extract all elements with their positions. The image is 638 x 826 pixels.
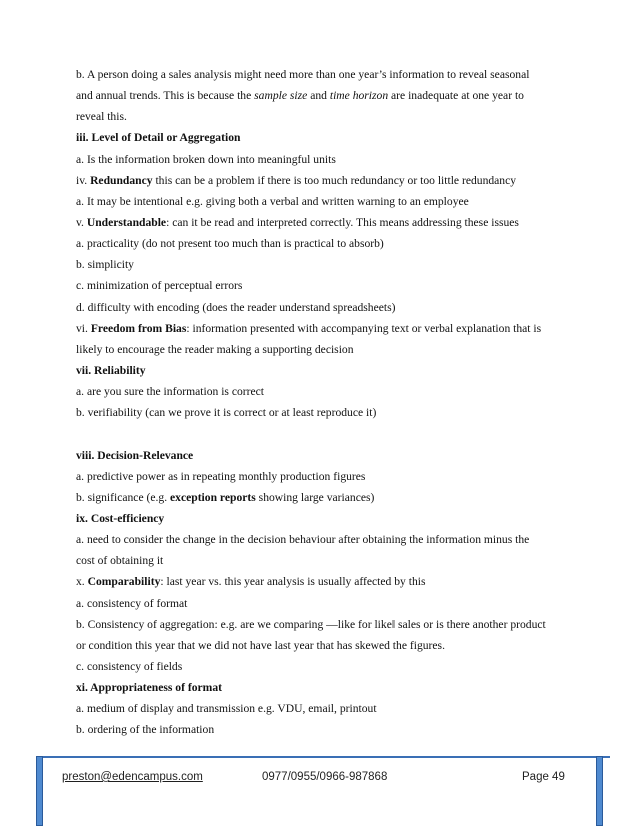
text-line: a. need to consider the change in the decision behaviour after obtaining the information minus the [76, 533, 530, 547]
text-line: likely to encourage the reader making a supporting decision [76, 342, 354, 356]
text-line: or condition this year that we did not have last year that has skewed the figures. [76, 638, 445, 652]
text-line: c. consistency of fields [76, 659, 183, 673]
text-line: v. Understandable: can it be read and interpreted correctly. This means addressing these issues [76, 215, 519, 229]
text-line: a. It may be intentional e.g. giving both a verbal and written warning to an employee [76, 194, 469, 208]
text-line: b. A person doing a sales analysis might need more than one year’s information to reveal seasonal [76, 68, 530, 81]
text-line: x. Comparability: last year vs. this year analysis is usually affected by this [76, 575, 426, 589]
text-line: a. are you sure the information is correct [76, 385, 265, 399]
footer-left-bar [36, 756, 43, 826]
section-heading: vii. Reliability [76, 363, 146, 377]
text-line: b. verifiability (can we prove it is correct or at least reproduce it) [76, 406, 377, 420]
section-heading: viii. Decision-Relevance [76, 448, 194, 462]
text-line: b. Consistency of aggregation: e.g. are we comparing ―like for like‖ sales or is there another product [76, 617, 546, 631]
section-heading: ix. Cost-efficiency [76, 511, 165, 525]
document-body [76, 64, 576, 741]
text-line: b. ordering of the information [76, 723, 215, 737]
section-heading: iii. Level of Detail or Aggregation [76, 131, 241, 145]
footer-phone: 0977/0955/0966-987868 [262, 771, 388, 783]
text-line: c. minimization of perceptual errors [76, 279, 243, 293]
text-line: a. practicality (do not present too much than is practical to absorb) [76, 237, 384, 251]
text-line: reveal this. [76, 110, 127, 124]
text-line: a. predictive power as in repeating monthly production figures [76, 469, 366, 483]
blank-line [76, 423, 576, 444]
text-line: a. Is the information broken down into meaningful units [76, 152, 336, 166]
page-number: Page 49 [522, 771, 565, 783]
text-line: a. medium of display and transmission e.g. VDU, email, printout [76, 702, 377, 716]
text-line: and annual trends. This is because the sample size and time horizon are inadequate at one year to [76, 89, 524, 103]
text-line: iv. Redundancy this can be a problem if there is too much redundancy or too little redundancy [76, 173, 517, 187]
section-heading: xi. Appropriateness of format [76, 681, 222, 695]
footer-email-link[interactable]: preston@edencampus.com [62, 771, 203, 783]
text-line: a. consistency of format [76, 596, 188, 610]
text-line: b. simplicity [76, 258, 134, 272]
footer-rule [38, 756, 610, 758]
text-line: b. significance (e.g. exception reports showing large variances) [76, 490, 375, 504]
text-line: vi. Freedom from Bias: information presented with accompanying text or verbal explanation that is [76, 321, 542, 335]
text-line: d. difficulty with encoding (does the reader understand spreadsheets) [76, 300, 396, 314]
text-line: cost of obtaining it [76, 554, 164, 568]
footer-right-bar [596, 756, 603, 826]
